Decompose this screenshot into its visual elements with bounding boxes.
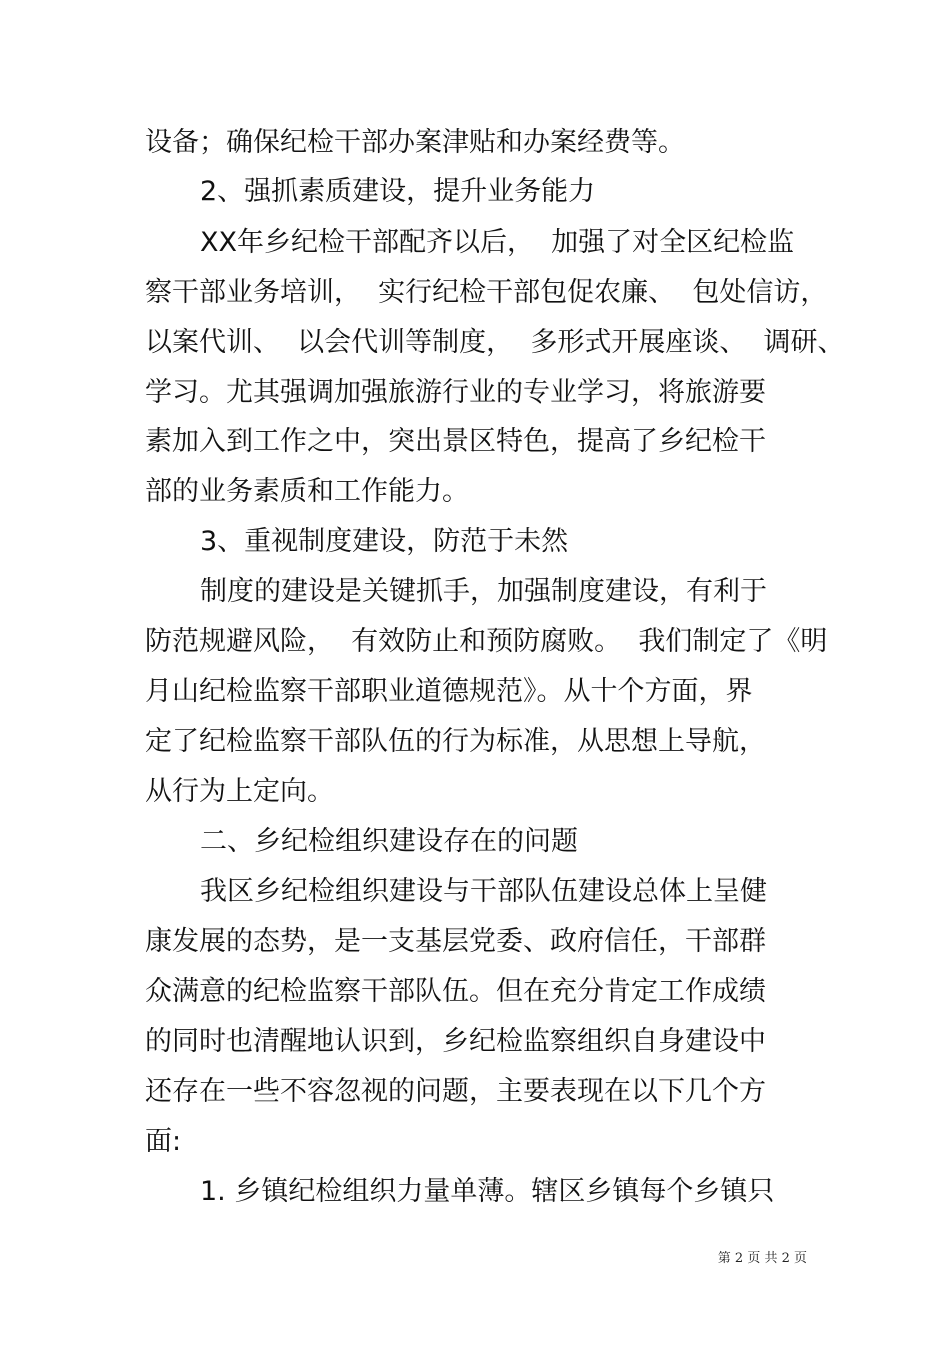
text-line: 面: xyxy=(145,1126,182,1157)
text-line: 学习。尤其强调加强旅游行业的专业学习，将旅游要 xyxy=(145,377,766,408)
text-line: XX年乡纪检干部配齐以后， 加强了对全区纪检监 xyxy=(200,227,795,258)
text-line: 定了纪检监察干部队伍的行为标准，从思想上导航， xyxy=(145,726,766,757)
text-line: 制度的建设是关键抓手，加强制度建设，有利于 xyxy=(200,576,767,607)
section-heading: 3、重视制度建设，防范于未然 xyxy=(200,526,569,557)
page-number: 第 2 页 共 2 页 xyxy=(717,1251,807,1266)
text-line: 素加入到工作之中，突出景区特色，提高了乡纪检干 xyxy=(145,426,766,457)
text-line: 1. 乡镇纪检组织力量单薄。辖区乡镇每个乡镇只 xyxy=(200,1176,775,1207)
text-line: 还存在一些不容忽视的问题，主要表现在以下几个方 xyxy=(145,1076,766,1107)
text-line: 月山纪检监察干部职业道德规范》。从十个方面，界 xyxy=(145,676,753,707)
text-line: 设备；确保纪检干部办案津贴和办案经费等。 xyxy=(145,127,685,158)
section-heading: 2、强抓素质建设，提升业务能力 xyxy=(200,176,596,207)
text-line: 康发展的态势，是一支基层党委、政府信任，干部群 xyxy=(145,926,766,957)
text-line: 防范规避风险， 有效防止和预防腐败。 我们制定了《明 xyxy=(145,626,828,657)
text-line: 的同时也清醒地认识到，乡纪检监察组织自身建设中 xyxy=(145,1026,766,1057)
text-line: 从行为上定向。 xyxy=(145,776,334,807)
section-heading: 二、乡纪检组织建设存在的问题 xyxy=(200,826,578,857)
text-line: 部的业务素质和工作能力。 xyxy=(145,476,469,507)
text-line: 众满意的纪检监察干部队伍。但在充分肯定工作成绩 xyxy=(145,976,766,1007)
text-line: 察干部业务培训， 实行纪检干部包促农廉、 包处信访， xyxy=(145,277,828,308)
text-line: 我区乡纪检组织建设与干部队伍建设总体上呈健 xyxy=(200,876,767,907)
text-line: 以案代训、 以会代训等制度， 多形式开展座谈、 调研、 xyxy=(145,327,845,358)
